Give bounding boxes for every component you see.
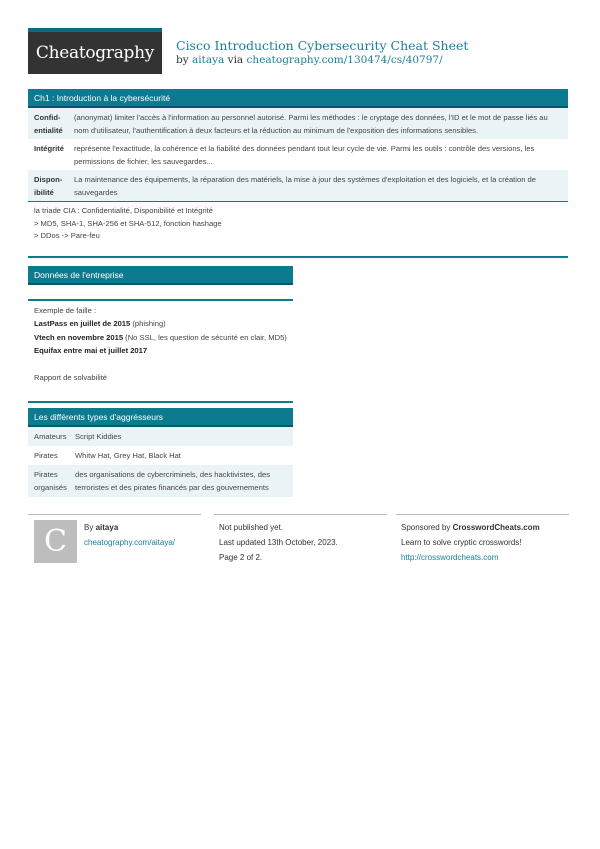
- attacker-row: [28, 427, 293, 446]
- sheet-url-link[interactable]: cheatography.com/130474/cs/40797/: [246, 54, 443, 66]
- breach-item: [34, 331, 287, 344]
- breach-name: Vtech en novembre 2015: [34, 332, 124, 342]
- definition-term: Intégrité: [34, 144, 64, 153]
- footer-author: [84, 520, 175, 550]
- sponsor-tagline: Learn to solve cryptic crosswords!: [401, 538, 522, 547]
- attacker-row: [28, 465, 293, 497]
- note-line: la triade CIA : Confidentialité, Disponibilité et Intégrité: [34, 206, 213, 215]
- note-line: > MD5, SHA-1, SHA-256 et SHA-512, fonction hashage: [34, 218, 222, 228]
- definition-row: [28, 170, 568, 201]
- logo-text: Cheatography: [35, 43, 155, 63]
- breach-name: Equifax entre mai et juillet 2017: [34, 346, 148, 356]
- definition-row: [28, 139, 568, 170]
- footer-sponsor: [401, 520, 540, 565]
- via-word: via: [227, 54, 244, 66]
- breach-detail: (No SSL, les question de sécurité en clair, MD5): [123, 332, 287, 342]
- breach-detail: (phishing): [130, 319, 166, 329]
- attacker-type: Pirates organisés: [34, 470, 67, 492]
- section-header-attackers: [28, 408, 293, 427]
- outro-text: Rapport de solvabilité: [34, 373, 108, 383]
- section-intro-body: [28, 108, 568, 246]
- attacker-desc: des organisations de cybercriminels, des hacktivistes, des terroristes et des pirates financés par des gouvernements: [75, 470, 270, 492]
- byline: [176, 54, 443, 66]
- sponsor-prefix: Sponsored by: [401, 523, 451, 532]
- section-attackers-body: [28, 427, 293, 497]
- by-label: By: [84, 523, 94, 532]
- attacker-type: Amateurs: [34, 432, 67, 441]
- section-divider: [28, 299, 293, 301]
- avatar-letter: C: [44, 524, 67, 559]
- cheatography-logo[interactable]: [28, 28, 162, 74]
- section-header-intro: [28, 89, 568, 108]
- published-status: Not published yet.: [219, 523, 284, 532]
- section-bottom-border: [28, 401, 293, 403]
- page-number: Page 2 of 2.: [219, 553, 263, 562]
- definition-text: La maintenance des équipements, la réparation des matériels, la mise à jour des systèmes d'exploitation et des logiciels, et la création de sauvegardes: [74, 175, 536, 197]
- footer-publication: [219, 520, 338, 565]
- footer-author-url[interactable]: cheatography.com/aitaya/: [84, 538, 176, 547]
- footer-author-line: [84, 520, 175, 535]
- page-title: Cisco Introduction Cybersecurity Cheat Sheet: [176, 38, 469, 53]
- footer-divider: [396, 514, 569, 515]
- author-link[interactable]: aitaya: [192, 54, 225, 66]
- breach-item: [34, 317, 287, 330]
- section-title: Les différents types d'aggrésseurs: [34, 411, 164, 422]
- definition-term: Disponibilité: [34, 175, 63, 197]
- breach-item: [34, 344, 287, 357]
- section-company-data-body: [28, 302, 293, 386]
- note-line: > DDos -> Pare-feu: [34, 231, 100, 240]
- by-prefix: by: [176, 54, 189, 66]
- section-bottom-border: [28, 256, 568, 258]
- footer-divider: [214, 514, 387, 515]
- section-notes: [28, 202, 568, 246]
- sponsor-name[interactable]: CrosswordCheats.com: [452, 523, 540, 532]
- attacker-desc: Script Kiddies: [75, 432, 122, 441]
- attacker-type: Pirates: [34, 451, 58, 460]
- section-header-company-data: [28, 266, 293, 285]
- footer-author-name[interactable]: aitaya: [95, 523, 119, 532]
- sponsor-url[interactable]: http://crosswordcheats.com: [401, 553, 499, 562]
- definition-row: [28, 108, 568, 139]
- spacer: [34, 358, 287, 371]
- attacker-desc: Whitw Hat, Grey Hat, Black Hat: [75, 451, 181, 460]
- definition-text: (anonymat) limiter l'accès à l'information au personnel autorisé. Parmi les méthodes : le cryptage des données, l'ID et le mot de passe liés au nom d'utilisateur, l'authentification à deux facteurs et la réduction au minimum de l'exposition des informations sensibles.: [74, 113, 548, 135]
- section-title: Ch1 : Introduction à la cybersécurité: [34, 92, 171, 103]
- definition-term: Confidentialité: [34, 113, 63, 135]
- author-avatar[interactable]: [34, 520, 77, 563]
- breach-name: LastPass en juillet de 2015: [34, 319, 131, 329]
- footer-divider: [28, 514, 201, 515]
- section-title: Données de l'entreprise: [34, 269, 124, 280]
- attacker-row: [28, 446, 293, 465]
- intro-text: Exemple de faille :: [34, 306, 97, 315]
- definition-text: représente l'exactitude, la cohérence et la fiabilité des données pendant tout leur cycle de vie. Parmi les outils : contrôle des versions, les permissions de fichier, les sauvegardes...: [74, 144, 535, 166]
- sponsor-line: [401, 520, 540, 535]
- last-updated: Last updated 13th October, 2023.: [219, 538, 338, 547]
